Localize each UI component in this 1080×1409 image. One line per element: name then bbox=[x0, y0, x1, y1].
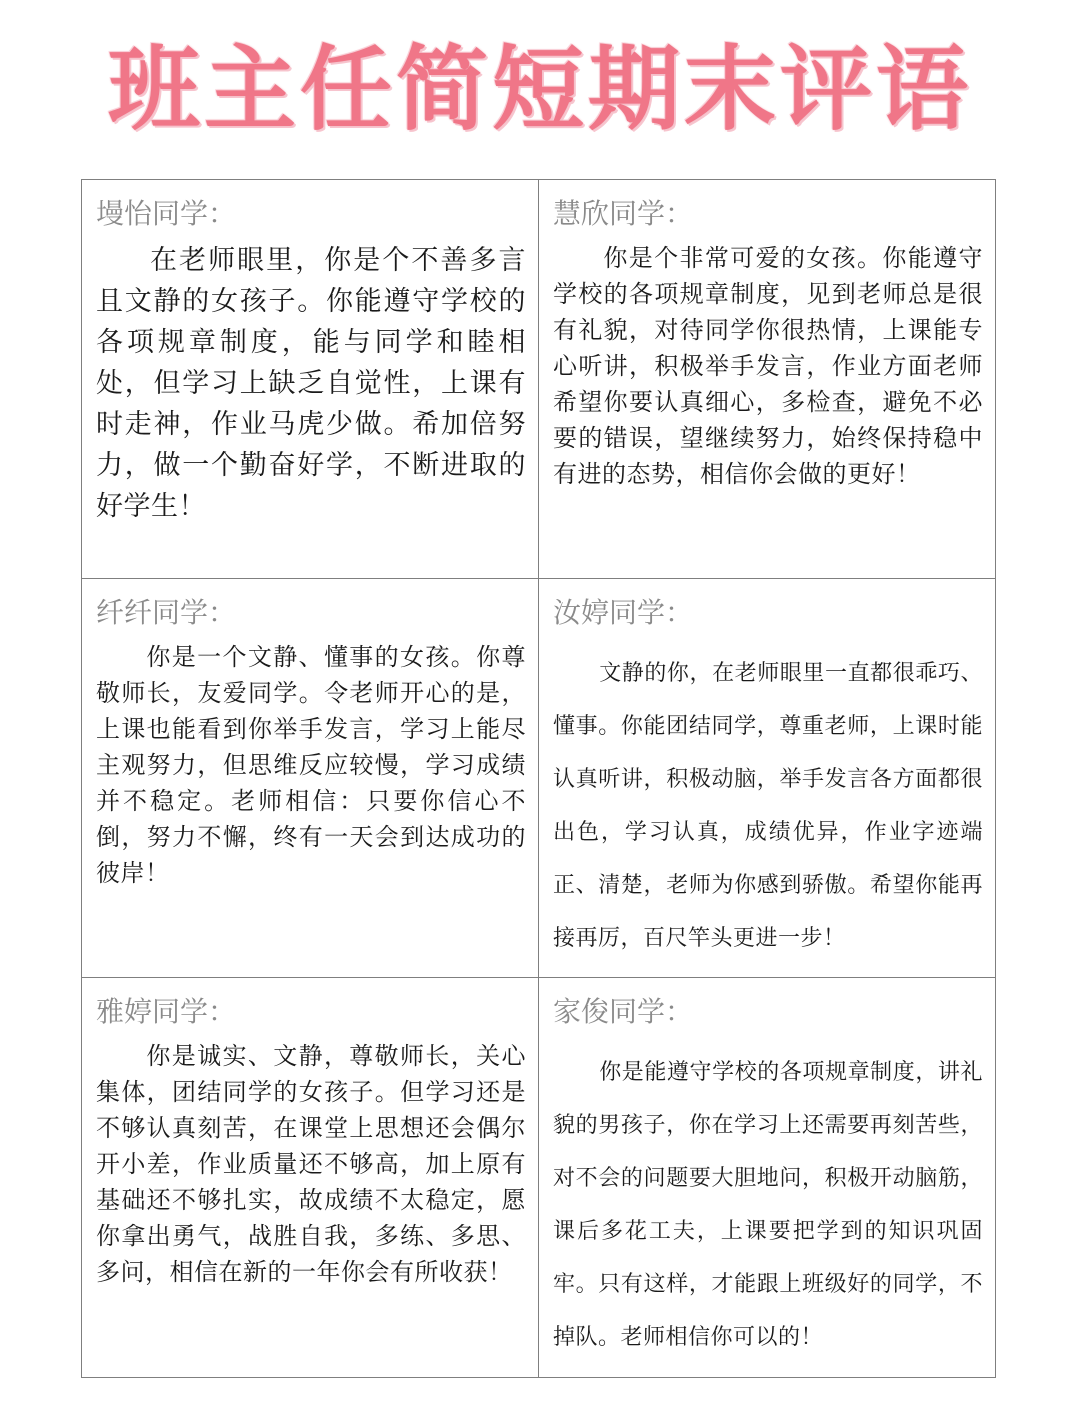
comment-text: 文静的你，在老师眼里一直都很乖巧、懂事。你能团结同学，尊重老师，上课时能认真听讲，积极动脑，举手发言各方面都很出色，学习认真，成绩优异，作业字迹端正、清楚，老师为你感到骄傲。希望你能再接再厉，百尺竿头更进一步！ bbox=[553, 661, 983, 951]
comment-cell bbox=[539, 579, 995, 978]
comment-cell bbox=[82, 579, 539, 978]
student-name: 墁怡同学： bbox=[96, 197, 237, 230]
student-name: 汝婷同学： bbox=[553, 596, 694, 629]
comment-cell bbox=[82, 978, 539, 1377]
comment-cell bbox=[539, 978, 995, 1377]
comment-cell bbox=[539, 180, 995, 579]
comment-text: 你是诚实、文静，尊敬师长，关心集体，团结同学的女孩子。但学习还是不够认真刻苦，在课堂上思想还会偶尔开小差，作业质量还不够高，加上原有基础还不够扎实，故成绩不太稳定，愿你拿出勇气，战胜自我，多练、多思、多问，相信在新的一年你会有所收获！ bbox=[96, 1042, 526, 1286]
student-name: 雅婷同学： bbox=[96, 995, 237, 1028]
comment-cell bbox=[82, 180, 539, 579]
comment-text: 你是一个文静、懂事的女孩。你尊敬师长，友爱同学。令老师开心的是，上课也能看到你举手发言，学习上能尽主观努力，但思维反应较慢，学习成绩并不稳定。老师相信：只要你信心不倒，努力不懈，终有一天会到达成功的彼岸！ bbox=[96, 643, 526, 887]
student-name: 慧欣同学： bbox=[553, 197, 694, 230]
student-name: 家俊同学： bbox=[553, 995, 694, 1028]
comment-text: 在老师眼里，你是个不善多言且文静的女孩子。你能遵守学校的各项规章制度，能与同学和睦相处，但学习上缺乏自觉性，上课有时走神，作业马虎少做。希加倍努力，做一个勤奋好学，不断进取的好学生！ bbox=[96, 245, 526, 522]
comment-text: 你是个非常可爱的女孩。你能遵守学校的各项规章制度，见到老师总是很有礼貌，对待同学你很热情，上课能专心听讲，积极举手发言，作业方面老师希望你要认真细心，多检查，避免不必要的错误，望继续努力，始终保持稳中有进的态势，相信你会做的更好！ bbox=[553, 244, 983, 488]
page-title: 班主任简短期末评语 bbox=[107, 36, 972, 143]
student-name: 纤纤同学： bbox=[96, 596, 237, 629]
comments-table bbox=[81, 179, 996, 1378]
comment-text: 你是能遵守学校的各项规章制度，讲礼貌的男孩子，你在学习上还需要再刻苦些，对不会的问题要大胆地问，积极开动脑筋，课后多花工夫，上课要把学到的知识巩固牢。只有这样，才能跟上班级好的同学，不掉队。老师相信你可以的！ bbox=[553, 1060, 983, 1350]
